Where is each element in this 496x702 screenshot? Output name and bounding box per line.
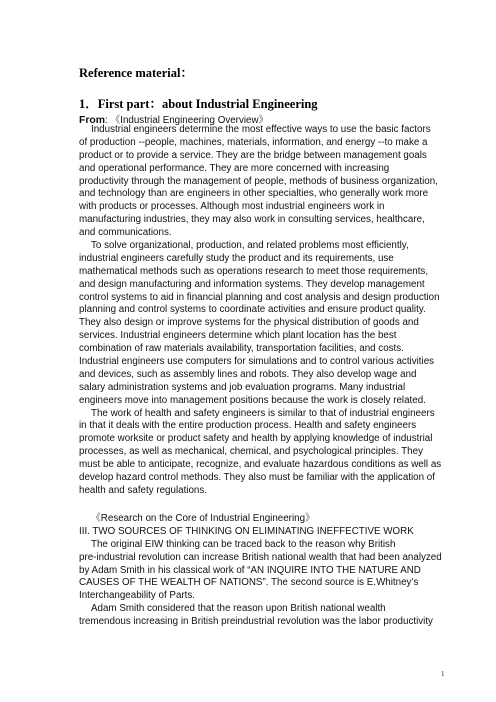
- text-line: promote worksite or product safety and health by applying knowledge of industrial: [79, 433, 433, 445]
- text-line: manufacturing industries, they may also work in consulting services, healthcare,: [79, 214, 425, 226]
- from-label: From: [79, 115, 105, 126]
- text-line: tremendous increasing in British preindustrial revolution was the labor productivity: [79, 616, 433, 628]
- text-line: industrial engineers carefully study the product and its requirements, use: [79, 252, 394, 264]
- section-title: 1．First part：about Industrial Engineering: [79, 97, 318, 111]
- text-line: They also design or improve systems for the physical distribution of goods and: [79, 317, 419, 329]
- text-line: health and safety regulations.: [79, 484, 207, 496]
- text-line: III. TWO SOURCES OF THINKING ON ELIMINATING INEFFECTIVE WORK: [79, 525, 414, 537]
- text-line: develop hazard control methods. They also must be familiar with the application of: [79, 472, 435, 484]
- text-line: with products or processes. Although most industrial engineers work in: [79, 201, 385, 213]
- text-line: CAUSES OF THE WEALTH OF NATIONS”. The second source is E.Whitney’s: [79, 577, 419, 589]
- text-line: by Adam Smith in his classical work of “AN INQUIRE INTO THE NATURE AND: [79, 564, 421, 576]
- page-number: 1: [441, 670, 445, 678]
- text-line: of production --people, machines, materials, information, and energy --to make a: [79, 136, 428, 148]
- text-line: pre-industrial revolution can increase British national wealth that had been analyzed: [79, 551, 442, 563]
- text-line: must be able to anticipate, recognize, and evaluate hazardous conditions as well as: [79, 459, 442, 471]
- source-title: : 《Industrial Engineering Overview》: [104, 115, 269, 126]
- text-line: The original EIW thinking can be traced back to the reason why British: [91, 538, 396, 550]
- part2-text: [79, 513, 449, 629]
- text-line: Interchangeability of Parts.: [79, 590, 195, 602]
- text-line: Industrial engineers determine the most effective ways to use the basic factors: [91, 124, 431, 135]
- text-line: and communications.: [79, 227, 172, 239]
- text-line: processes, as well as mechanical, chemical, and psychological principles. They: [79, 446, 423, 458]
- text-line: control systems to aid in financial planning and cost analysis and design production: [79, 291, 440, 303]
- text-line: To solve organizational, production, and related problems most efficiently,: [91, 240, 409, 252]
- text-line: Industrial engineers use computers for simulations and to control various activities: [79, 356, 435, 368]
- text-line: and design manufacturing and information systems. They develop management: [79, 278, 425, 290]
- text-line: planning and control systems to coordinate activities and ensure product quality.: [79, 304, 426, 316]
- text-line: product or to provide a service. They are the bridge between management goals: [79, 149, 427, 161]
- text-line: and devices, such as assembly lines and robots. They also develop wage and: [79, 368, 417, 380]
- reference-heading: Reference material：: [79, 66, 193, 80]
- text-line: combination of raw materials availability, transportation facilities, and costs.: [79, 343, 404, 355]
- text-line: in that it deals with the entire production process. Health and safety engineers: [79, 420, 417, 432]
- text-line: The work of health and safety engineers is similar to that of industrial engineers: [91, 407, 435, 419]
- text-line: productivity through the management of people, methods of business organization,: [79, 175, 438, 187]
- text-line: Adam Smith considered that the reason upon British national wealth: [91, 603, 386, 615]
- text-line: and operational performance. They are more concerned with increasing: [79, 162, 390, 174]
- text-line: 《Research on the Core of Industrial Engineering》: [91, 513, 315, 524]
- text-line: services. Industrial engineers determine which plant location has the best: [79, 330, 397, 342]
- part1-text: [79, 124, 449, 498]
- text-line: salary administration systems and job evaluation programs. Many industrial: [79, 381, 406, 393]
- text-line: engineers move into management positions because the work is closely related.: [79, 394, 426, 406]
- text-line: mathematical methods such as operations research to meet those requirements,: [79, 265, 429, 277]
- text-line: and technology than are engineers in other specialties, who generally work more: [79, 188, 429, 200]
